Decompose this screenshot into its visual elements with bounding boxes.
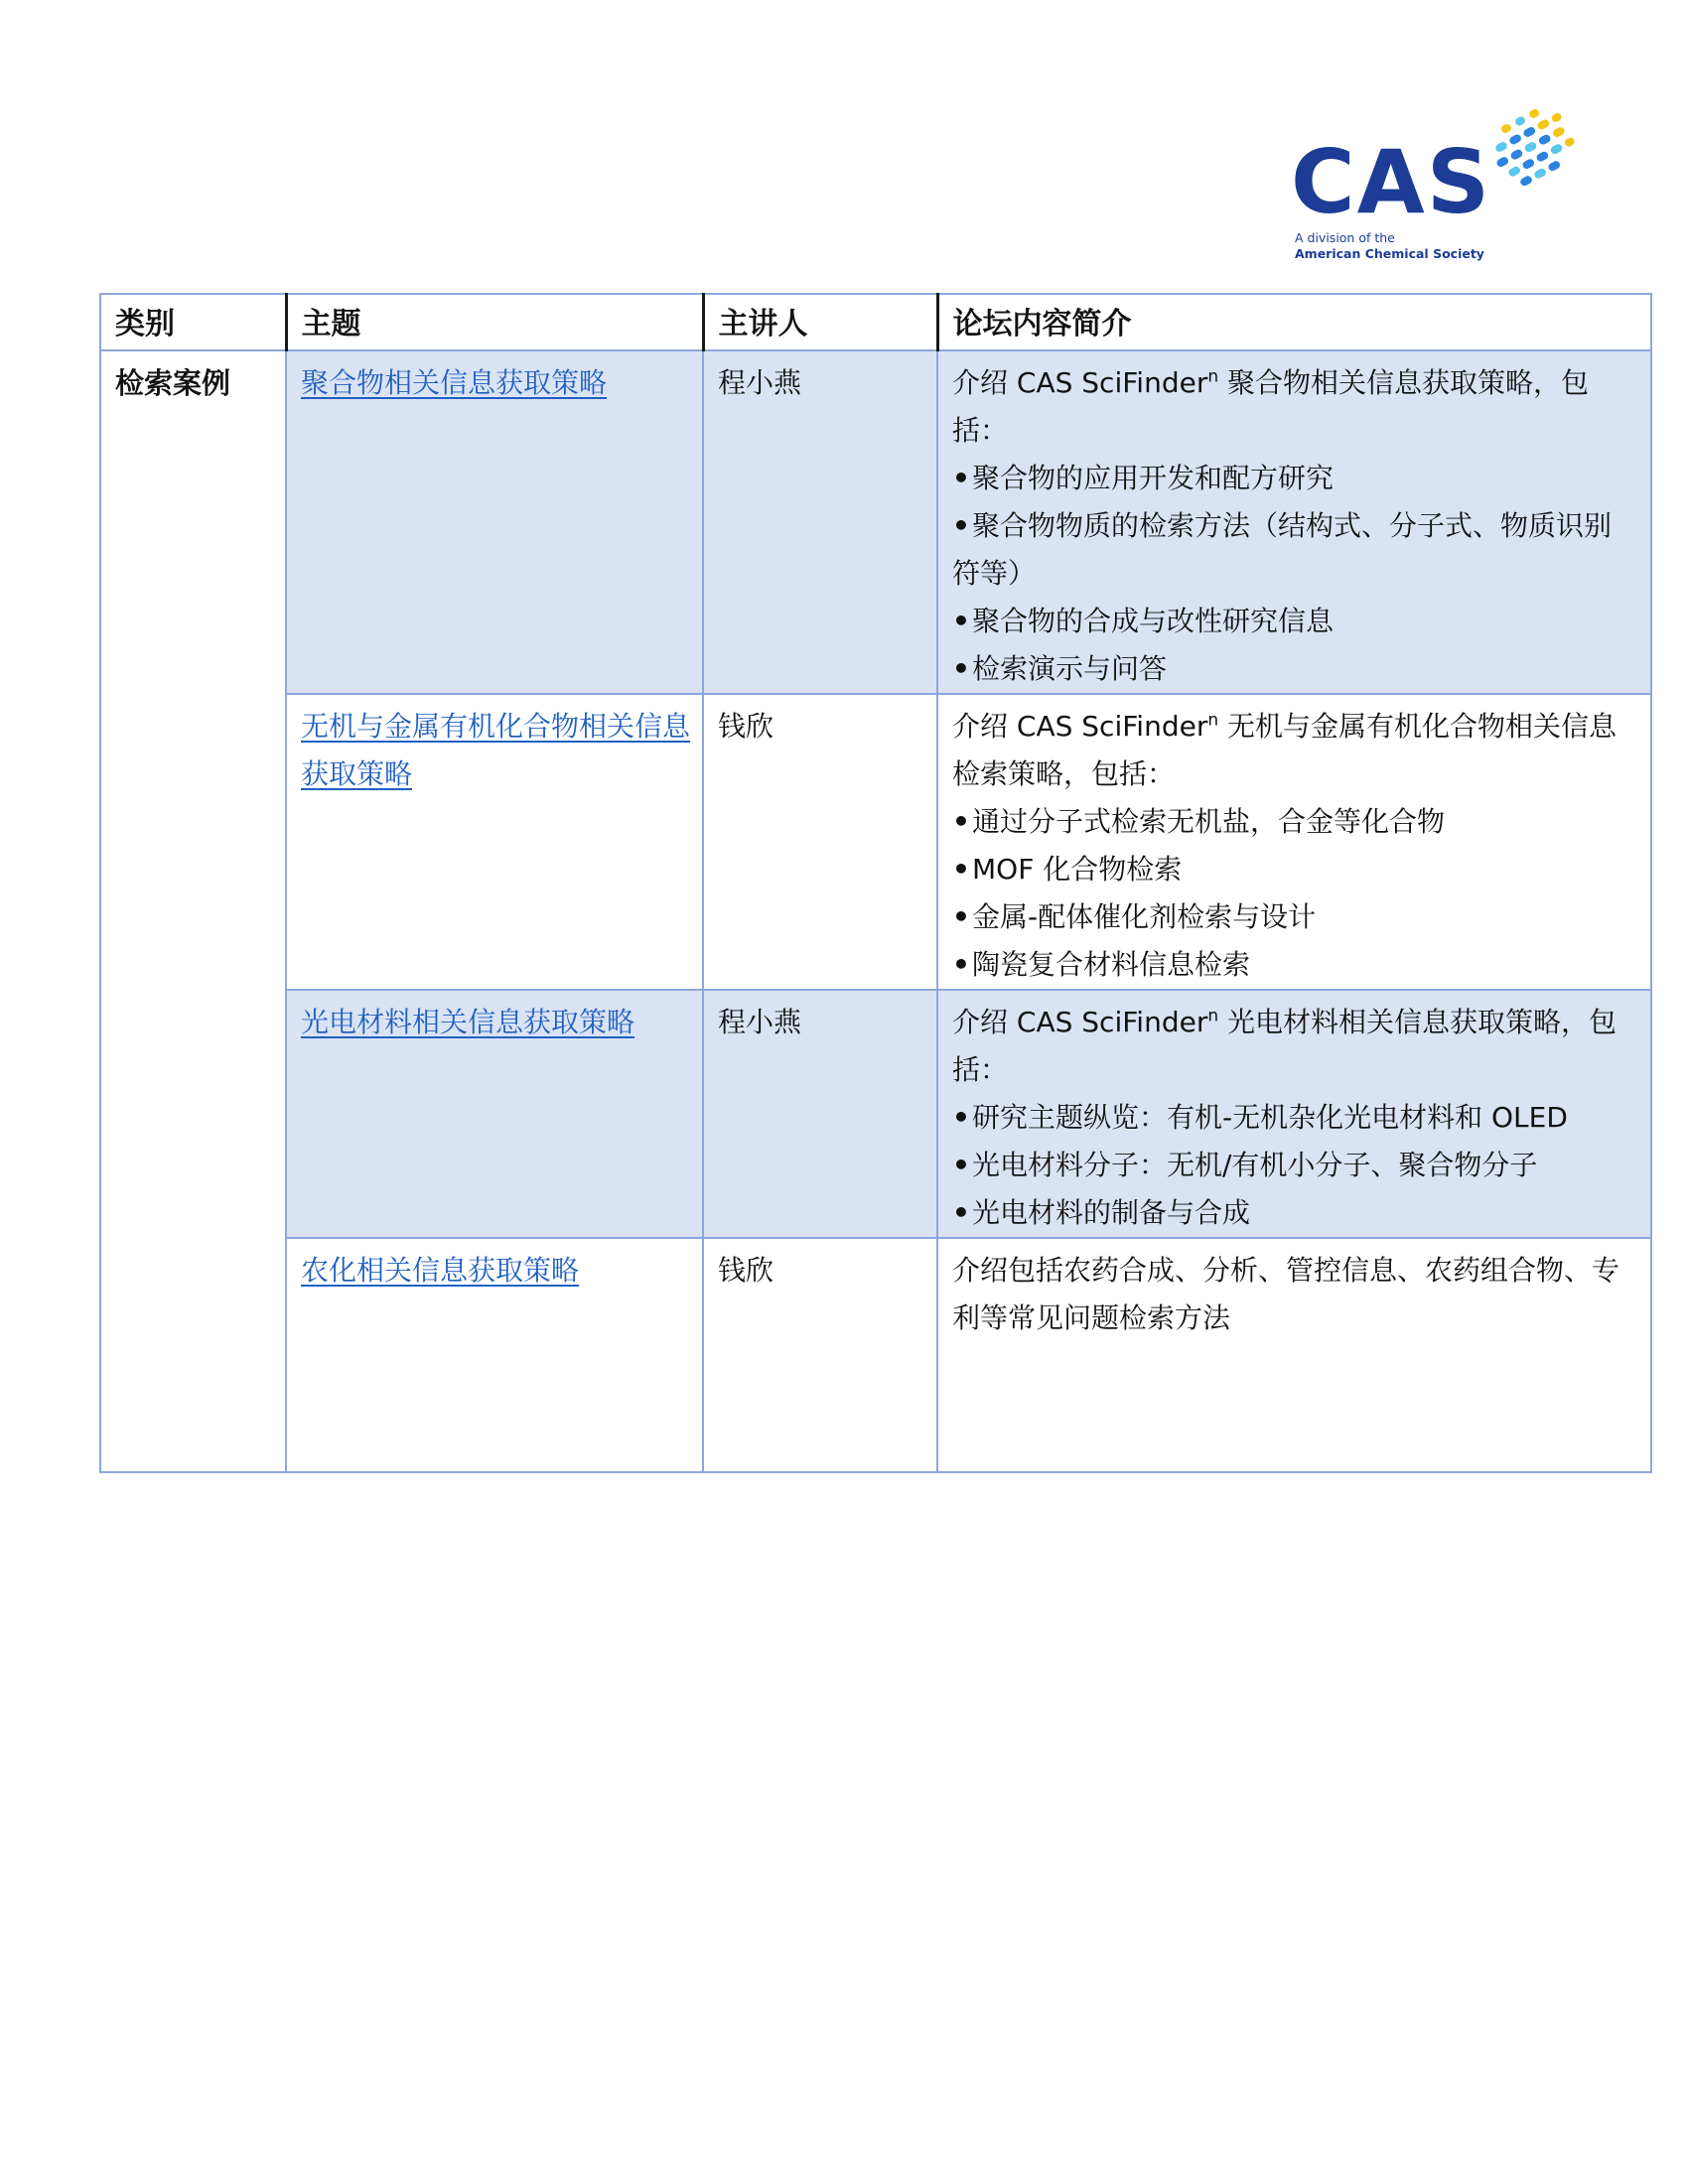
table-row	[100, 694, 1651, 990]
logo-wordmark: CAS	[1291, 131, 1492, 233]
description-cell	[937, 990, 1651, 1238]
topic-link[interactable]: 无机与金属有机化合物相关信息获取策略	[301, 710, 691, 790]
description-intro: 介绍包括农药合成、分析、管控信息、农药组合物、专利等常见问题检索方法	[952, 1254, 1620, 1334]
schedule-table	[99, 293, 1652, 1473]
description-bullet: • 光电材料的制备与合成	[952, 1189, 1638, 1237]
description-bullet: • 陶瓷复合材料信息检索	[952, 941, 1638, 989]
description-bullet: • 聚合物物质的检索方法（结构式、分子式、物质识别符等）	[952, 502, 1638, 598]
header-description: 论坛内容简介	[937, 294, 1651, 350]
description-bullet: • 通过分子式检索无机盐，合金等化合物	[952, 798, 1638, 846]
description-bullet: • 研究主题纵览：有机-无机杂化光电材料和 OLED	[952, 1094, 1638, 1142]
cas-logo	[1291, 97, 1589, 266]
logo-tagline-2: American Chemical Society	[1295, 246, 1484, 261]
description-bullet: • 聚合物的合成与改性研究信息	[952, 598, 1638, 645]
description-cell	[937, 694, 1651, 990]
speaker-cell: 程小燕	[703, 990, 937, 1238]
description-bullet: • MOF 化合物检索	[952, 846, 1638, 893]
topic-cell	[286, 990, 703, 1238]
header-speaker: 主讲人	[703, 294, 937, 350]
table-row	[100, 990, 1651, 1238]
topic-cell	[286, 350, 703, 694]
description-bullet: • 检索演示与问答	[952, 645, 1638, 693]
description-bullet: • 光电材料分子：无机/有机小分子、聚合物分子	[952, 1142, 1638, 1189]
description-intro: 介绍 CAS SciFinder$^n$ 无机与金属有机化合物相关信息检索策略，包括：	[952, 710, 1618, 790]
description-bullet: • 聚合物的应用开发和配方研究	[952, 455, 1638, 502]
topic-link[interactable]: 农化相关信息获取策略	[301, 1254, 580, 1287]
logo-tagline-1: A division of the	[1295, 230, 1395, 245]
speaker-cell: 钱欣	[703, 694, 937, 990]
topic-cell	[286, 1238, 703, 1472]
description-intro: 介绍 CAS SciFinder$^n$ 光电材料相关信息获取策略，包括：	[952, 1006, 1618, 1086]
topic-link[interactable]: 聚合物相关信息获取策略	[301, 366, 608, 399]
header-category: 类别	[100, 294, 286, 350]
topic-link[interactable]: 光电材料相关信息获取策略	[301, 1006, 635, 1038]
topic-cell	[286, 694, 703, 990]
description-intro: 介绍 CAS SciFinder$^n$ 聚合物相关信息获取策略，包括：	[952, 366, 1590, 447]
description-cell	[937, 350, 1651, 694]
table-row	[100, 1238, 1651, 1472]
header-topic: 主题	[286, 294, 703, 350]
category-cell: 检索案例	[100, 350, 286, 1472]
molecule-dots-icon	[1485, 97, 1585, 197]
description-cell	[937, 1238, 1651, 1472]
table-row	[100, 350, 1651, 694]
table-header-row	[100, 294, 1651, 350]
speaker-cell: 钱欣	[703, 1238, 937, 1472]
speaker-cell: 程小燕	[703, 350, 937, 694]
description-bullet: • 金属-配体催化剂检索与设计	[952, 893, 1638, 941]
